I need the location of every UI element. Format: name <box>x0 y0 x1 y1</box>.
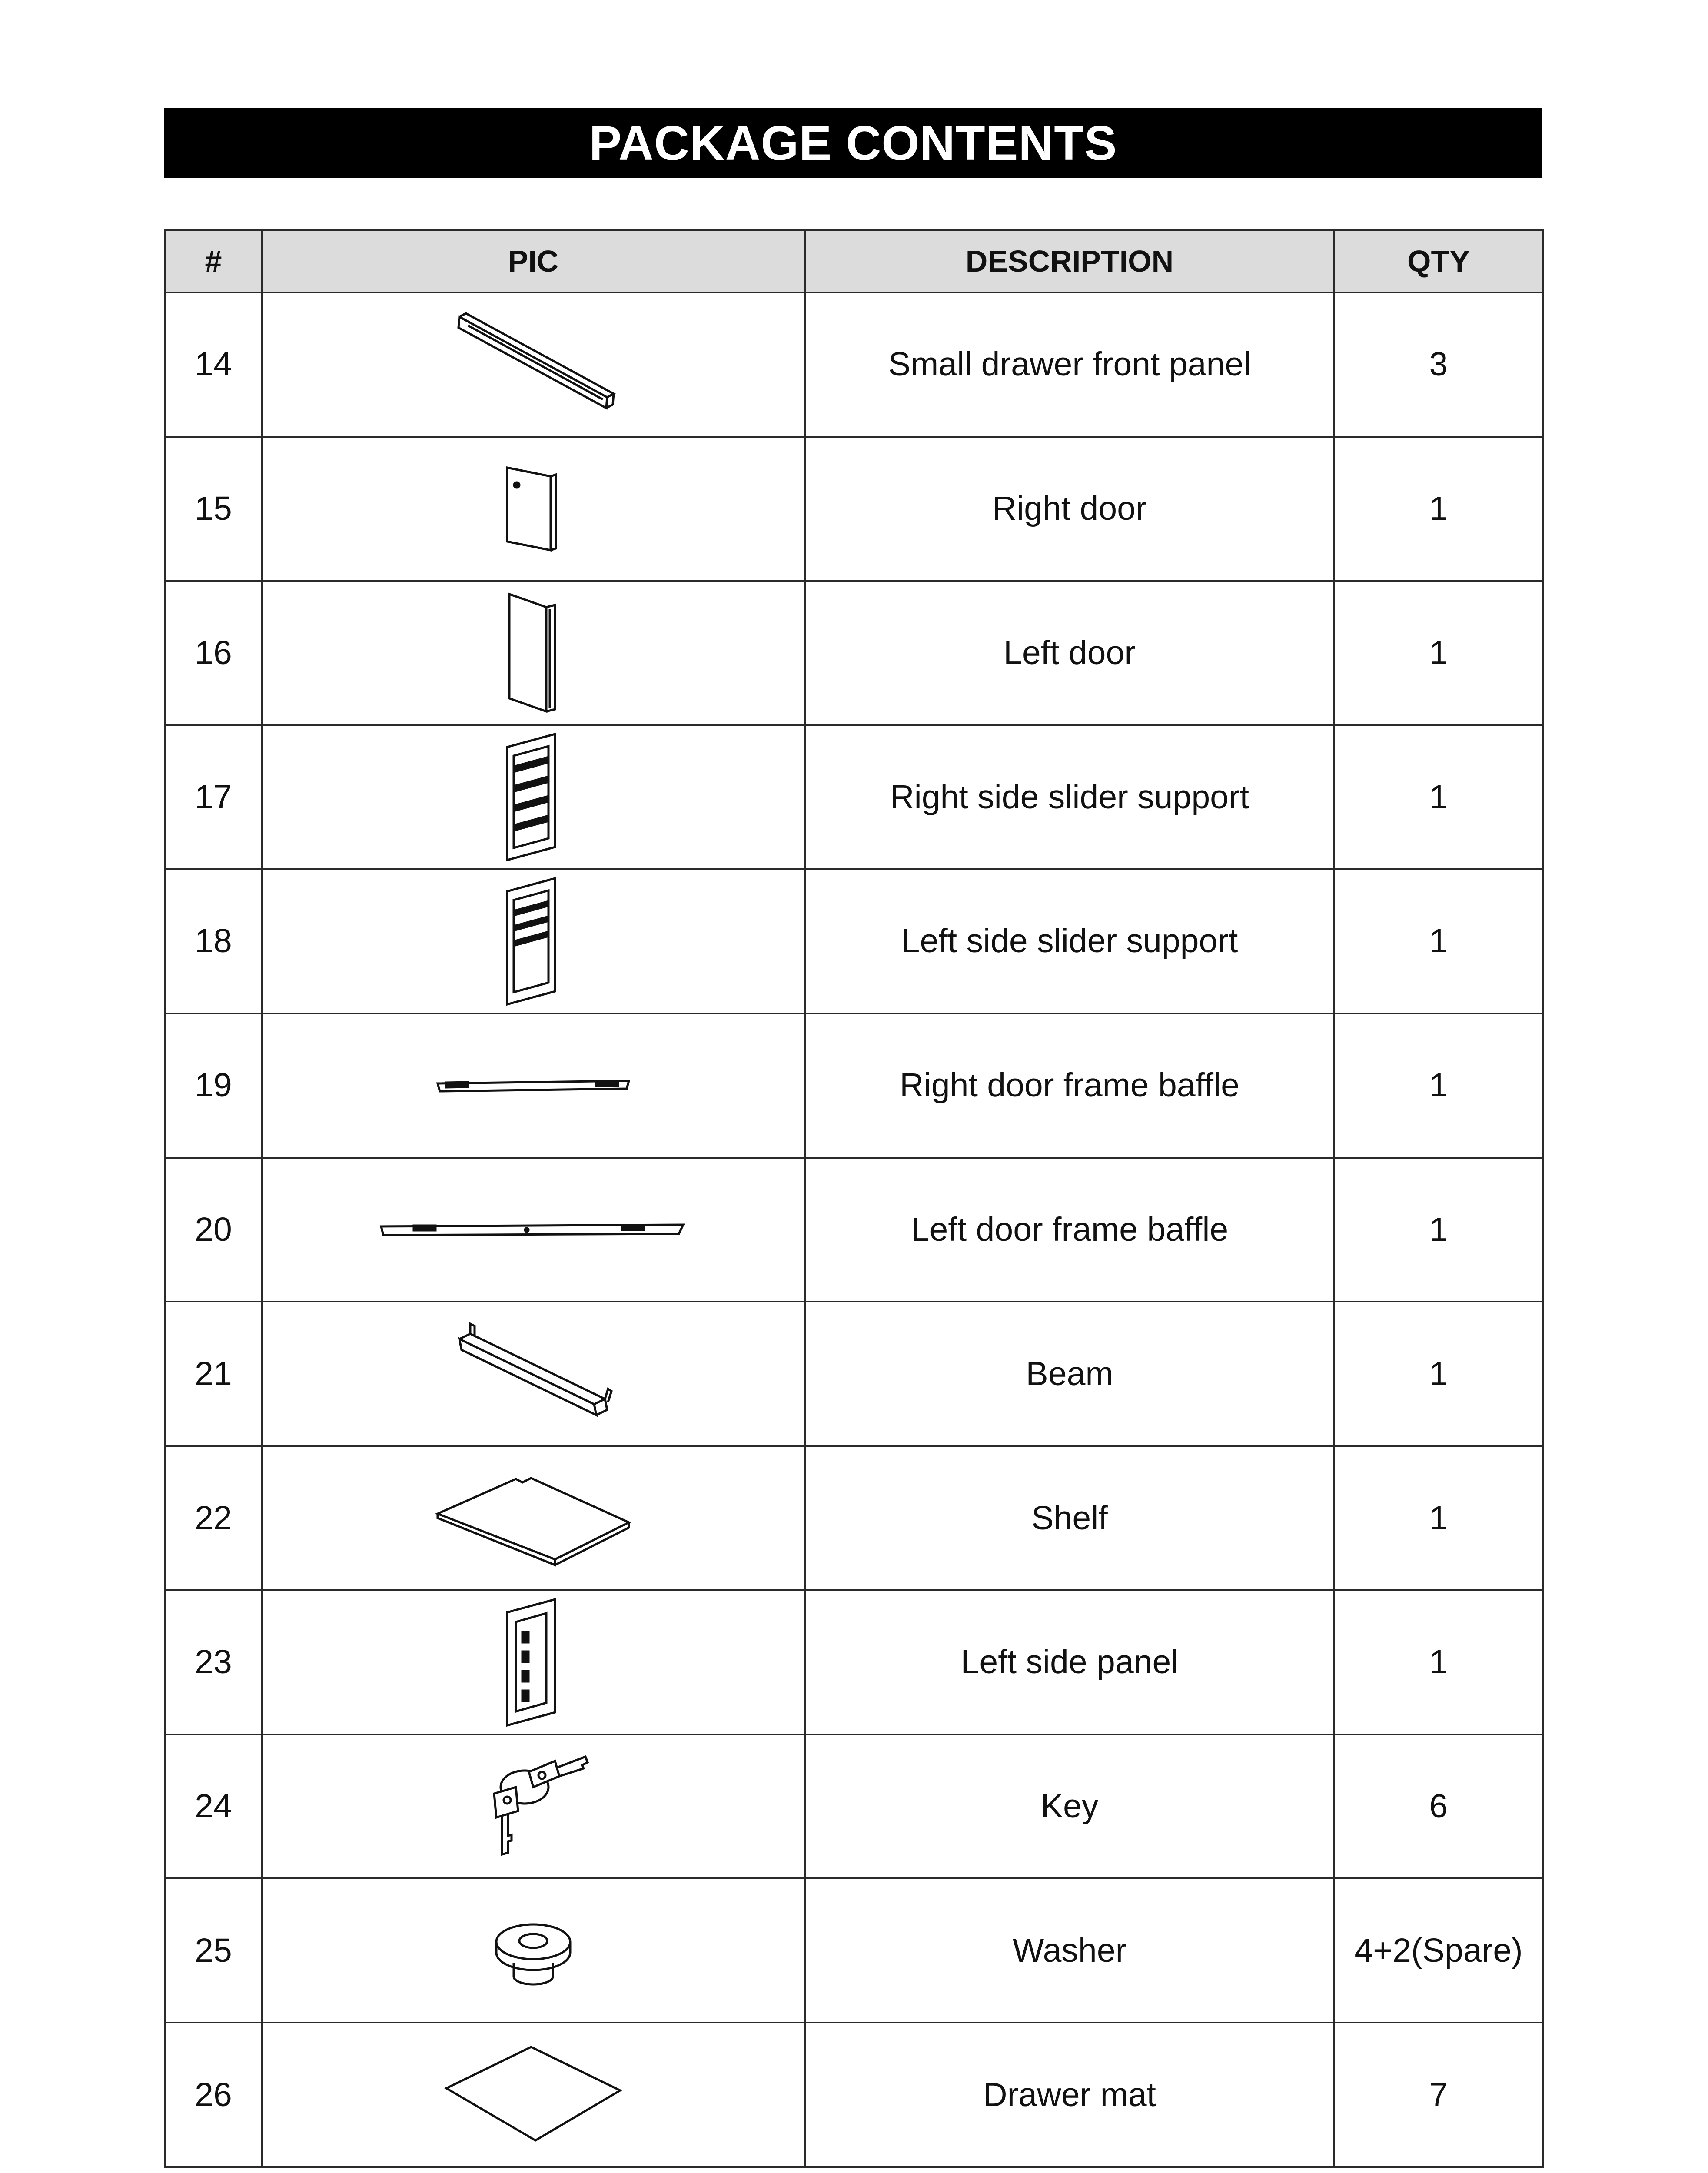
part-quantity: 1 <box>1334 437 1543 581</box>
part-picture <box>262 292 805 437</box>
part-description: Right door frame baffle <box>805 1013 1334 1158</box>
part-quantity: 4+2(Spare) <box>1334 1878 1543 2023</box>
part-quantity: 6 <box>1334 1734 1543 1879</box>
shelf-icon <box>429 1462 638 1575</box>
table-row <box>165 2023 1543 2167</box>
part-quantity: 1 <box>1334 725 1543 869</box>
part-description: Beam <box>805 1302 1334 1446</box>
part-description: Left side panel <box>805 1590 1334 1734</box>
part-description: Small drawer front panel <box>805 292 1334 437</box>
part-number: 14 <box>165 292 262 437</box>
table-row <box>165 1734 1543 1879</box>
part-description: Right door <box>805 437 1334 581</box>
part-quantity: 1 <box>1334 1013 1543 1158</box>
part-picture <box>262 1158 805 1302</box>
part-description: Key <box>805 1734 1334 1879</box>
table-row <box>165 1590 1543 1734</box>
part-quantity: 1 <box>1334 581 1543 725</box>
part-description: Left door frame baffle <box>805 1158 1334 1302</box>
part-description: Left side slider support <box>805 869 1334 1013</box>
column-header-pic: PIC <box>262 230 805 292</box>
table-header-row <box>165 230 1543 292</box>
part-number: 18 <box>165 869 262 1013</box>
part-picture <box>262 2023 805 2167</box>
part-picture <box>262 1013 805 1158</box>
part-picture <box>262 1734 805 1879</box>
part-quantity: 1 <box>1334 1590 1543 1734</box>
column-header-description: DESCRIPTION <box>805 230 1334 292</box>
part-number: 17 <box>165 725 262 869</box>
table-row <box>165 1446 1543 1590</box>
part-number: 26 <box>165 2023 262 2167</box>
part-quantity: 1 <box>1334 1446 1543 1590</box>
part-description: Right side slider support <box>805 725 1334 869</box>
part-quantity: 1 <box>1334 1302 1543 1446</box>
part-picture <box>262 1446 805 1590</box>
table-row <box>165 437 1543 581</box>
part-number: 24 <box>165 1734 262 1879</box>
part-picture <box>262 725 805 869</box>
table-row <box>165 292 1543 437</box>
right-door-icon <box>490 459 577 559</box>
part-number: 16 <box>165 581 262 725</box>
part-quantity: 7 <box>1334 2023 1543 2167</box>
part-quantity: 1 <box>1334 869 1543 1013</box>
table-row <box>165 1013 1543 1158</box>
left-door-frame-baffle-icon <box>379 1214 688 1245</box>
table-row <box>165 581 1543 725</box>
part-description: Washer <box>805 1878 1334 2023</box>
part-number: 23 <box>165 1590 262 1734</box>
part-description: Left door <box>805 581 1334 725</box>
part-number: 15 <box>165 437 262 581</box>
part-description: Shelf <box>805 1446 1334 1590</box>
beam-icon <box>446 1317 620 1430</box>
part-quantity: 1 <box>1334 1158 1543 1302</box>
side-panel-icon <box>490 1595 577 1730</box>
table-row <box>165 869 1543 1013</box>
drawer-mat-icon <box>438 2038 629 2151</box>
part-number: 19 <box>165 1013 262 1158</box>
left-door-icon <box>490 588 577 718</box>
part-picture <box>262 869 805 1013</box>
page-title: PACKAGE CONTENTS <box>164 108 1542 178</box>
part-number: 25 <box>165 1878 262 2023</box>
part-number: 20 <box>165 1158 262 1302</box>
right-slider-support-icon <box>490 730 577 864</box>
part-picture <box>262 1878 805 2023</box>
right-door-frame-baffle-icon <box>433 1070 633 1101</box>
table-row <box>165 1302 1543 1446</box>
part-picture <box>262 1302 805 1446</box>
part-description: Drawer mat <box>805 2023 1334 2167</box>
column-header-number: # <box>165 230 262 292</box>
table-row <box>165 725 1543 869</box>
left-slider-support-icon <box>490 874 577 1009</box>
washer-icon <box>490 1911 577 1990</box>
part-quantity: 3 <box>1334 292 1543 437</box>
part-picture <box>262 1590 805 1734</box>
column-header-qty: QTY <box>1334 230 1543 292</box>
part-picture <box>262 581 805 725</box>
table-row <box>165 1878 1543 2023</box>
part-number: 21 <box>165 1302 262 1446</box>
part-number: 22 <box>165 1446 262 1590</box>
table-row <box>165 1158 1543 1302</box>
package-contents-table <box>164 229 1544 2168</box>
part-picture <box>262 437 805 581</box>
key-icon <box>468 1741 598 1872</box>
drawer-front-panel-icon <box>442 308 625 421</box>
